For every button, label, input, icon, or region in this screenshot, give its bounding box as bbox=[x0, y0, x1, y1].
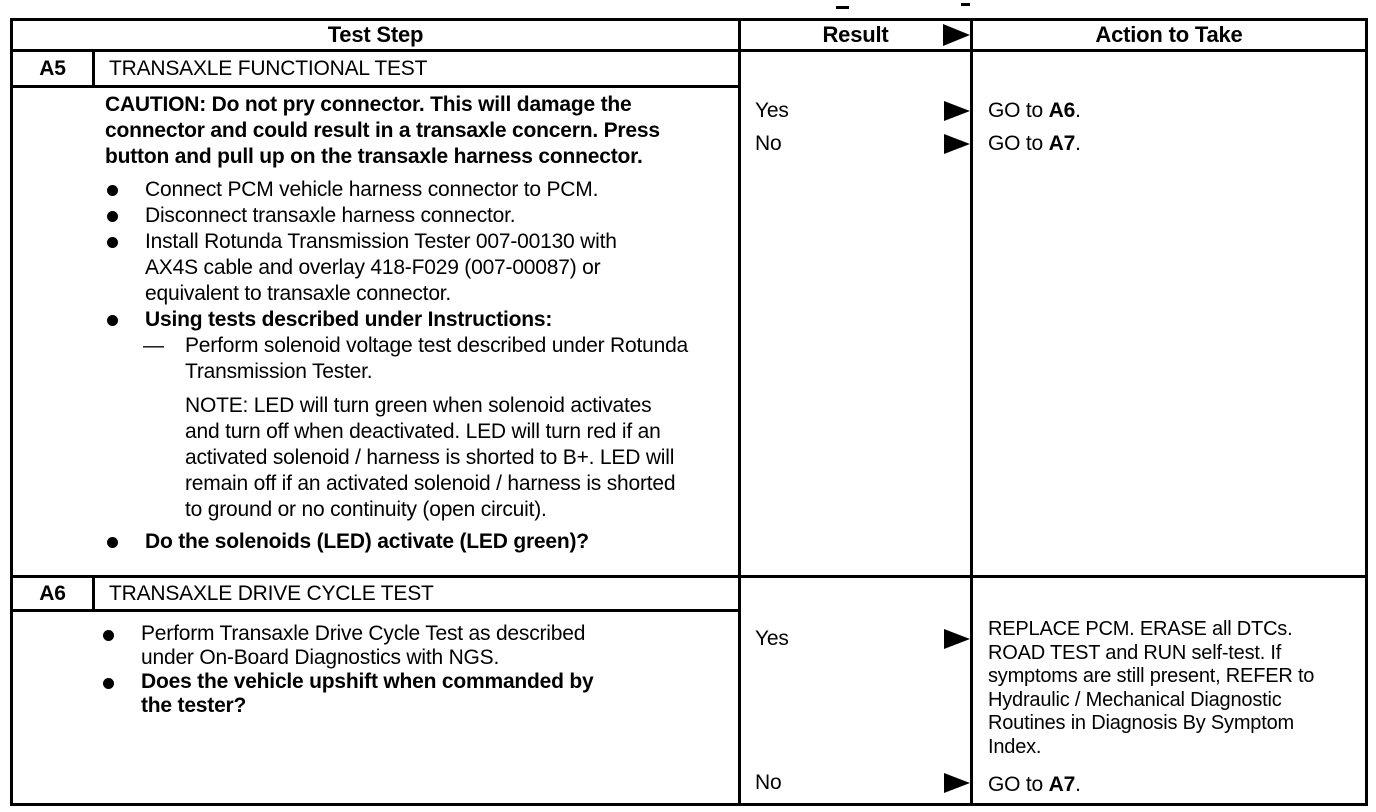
result-arrow-icon bbox=[944, 773, 970, 793]
step-a5-result-cell bbox=[738, 52, 970, 578]
result-row-yes bbox=[741, 622, 970, 655]
list-item bbox=[105, 203, 738, 229]
sub-list-item-text: Perform solenoid voltage test described under Rotunda Transmission Tester. bbox=[185, 334, 689, 383]
action-go-to-a6 bbox=[973, 94, 1365, 127]
list-item bbox=[101, 670, 738, 718]
bullet-icon bbox=[103, 630, 114, 641]
step-a5-title: TRANSAXLE FUNCTIONAL TEST bbox=[109, 56, 428, 80]
step-a6-result-cell bbox=[738, 578, 970, 803]
column-header-action bbox=[970, 21, 1365, 52]
step-a5-title-row bbox=[13, 52, 738, 88]
action-go-to-a7 bbox=[973, 127, 1365, 160]
step-a5-id: A5 bbox=[13, 52, 95, 85]
result-row-no bbox=[741, 127, 970, 160]
action-target-step: A7 bbox=[1048, 772, 1076, 796]
action-text: GO to bbox=[988, 772, 1049, 796]
bullet-icon bbox=[107, 237, 118, 248]
column-header-result bbox=[738, 21, 970, 52]
diagnostic-test-table bbox=[10, 18, 1368, 806]
list-item bbox=[105, 307, 738, 333]
dash-icon: — bbox=[143, 334, 164, 357]
list-item-text: Perform Transaxle Drive Cycle Test as described under On-Board Diagnostics with NGS. bbox=[141, 622, 586, 669]
question-text: Do the solenoids (LED) activate (LED green)? bbox=[145, 530, 589, 553]
result-no-label: No bbox=[755, 131, 782, 155]
step-a6-id: A6 bbox=[13, 578, 95, 609]
list-item-text: Using tests described under Instructions: bbox=[145, 308, 553, 331]
result-yes-label: Yes bbox=[755, 98, 789, 122]
action-text: GO to bbox=[988, 98, 1049, 122]
list-item-text: Connect PCM vehicle harness connector to PCM. bbox=[145, 178, 599, 201]
scan-artifact-mark bbox=[961, 3, 970, 6]
action-target-step: A6 bbox=[1048, 98, 1076, 122]
action-text: GO to bbox=[988, 131, 1049, 155]
result-yes-label: Yes bbox=[755, 626, 789, 650]
bullet-icon bbox=[103, 678, 114, 689]
action-go-to-a7 bbox=[973, 768, 1365, 801]
action-text: . bbox=[1075, 98, 1081, 122]
result-row-no bbox=[741, 766, 970, 799]
action-header-label: Action to Take bbox=[1095, 22, 1243, 47]
step-a6-body bbox=[13, 612, 738, 803]
column-header-test-step bbox=[13, 21, 738, 52]
question-text: Does the vehicle upshift when commanded by the tester? bbox=[141, 670, 594, 717]
result-header-label: Result bbox=[822, 22, 889, 47]
list-item bbox=[105, 177, 738, 203]
sub-list-item bbox=[105, 333, 738, 385]
note-paragraph: NOTE: LED will turn green when solenoid activates and turn off when deactivated. LED will turn red if an activated solenoid / harness is shorted to B+. LED will remain off if an activated solenoid / harness is shorted to ground or no continuity (open circuit). bbox=[185, 394, 676, 521]
step-a5-action-cell bbox=[970, 52, 1365, 578]
list-item-text: Disconnect transaxle harness connector. bbox=[145, 204, 516, 227]
action-text: . bbox=[1075, 131, 1081, 155]
caution-paragraph: CAUTION: Do not pry connector. This will damage the connector and could result in a transaxle concern. Press button and pull up on the transaxle harness connector. bbox=[105, 93, 660, 168]
result-no-label: No bbox=[755, 770, 782, 794]
result-arrow-icon bbox=[943, 24, 970, 46]
action-target-step: A7 bbox=[1048, 131, 1076, 155]
result-arrow-icon bbox=[944, 134, 970, 154]
scan-artifact-mark bbox=[836, 6, 849, 9]
result-row-yes bbox=[741, 94, 970, 127]
result-arrow-icon bbox=[944, 629, 970, 649]
bullet-icon bbox=[107, 185, 118, 196]
bullet-icon bbox=[107, 315, 118, 326]
step-a6-action-cell bbox=[970, 578, 1365, 803]
list-item-text: Install Rotunda Transmission Tester 007-00130 with AX4S cable and overlay 418-F029 (007-00087) or equivalent to transaxle connector. bbox=[145, 230, 617, 305]
step-a6-title-row bbox=[13, 578, 738, 612]
action-replace-pcm-text: REPLACE PCM. ERASE all DTCs. ROAD TEST and RUN self-test. If symptoms are still present, REFER to Hydraulic / Mechanical Diagnostic Routines in Diagnosis By Symptom Index. bbox=[988, 618, 1315, 758]
list-item bbox=[105, 229, 738, 307]
result-arrow-icon bbox=[944, 101, 970, 121]
bullet-icon bbox=[107, 537, 118, 548]
action-text: . bbox=[1075, 772, 1081, 796]
step-a6-title: TRANSAXLE DRIVE CYCLE TEST bbox=[109, 581, 434, 605]
test-step-header-label: Test Step bbox=[327, 22, 424, 47]
list-item bbox=[105, 529, 738, 555]
bullet-icon bbox=[107, 211, 118, 222]
list-item bbox=[101, 622, 738, 670]
step-a5-body bbox=[13, 88, 738, 578]
